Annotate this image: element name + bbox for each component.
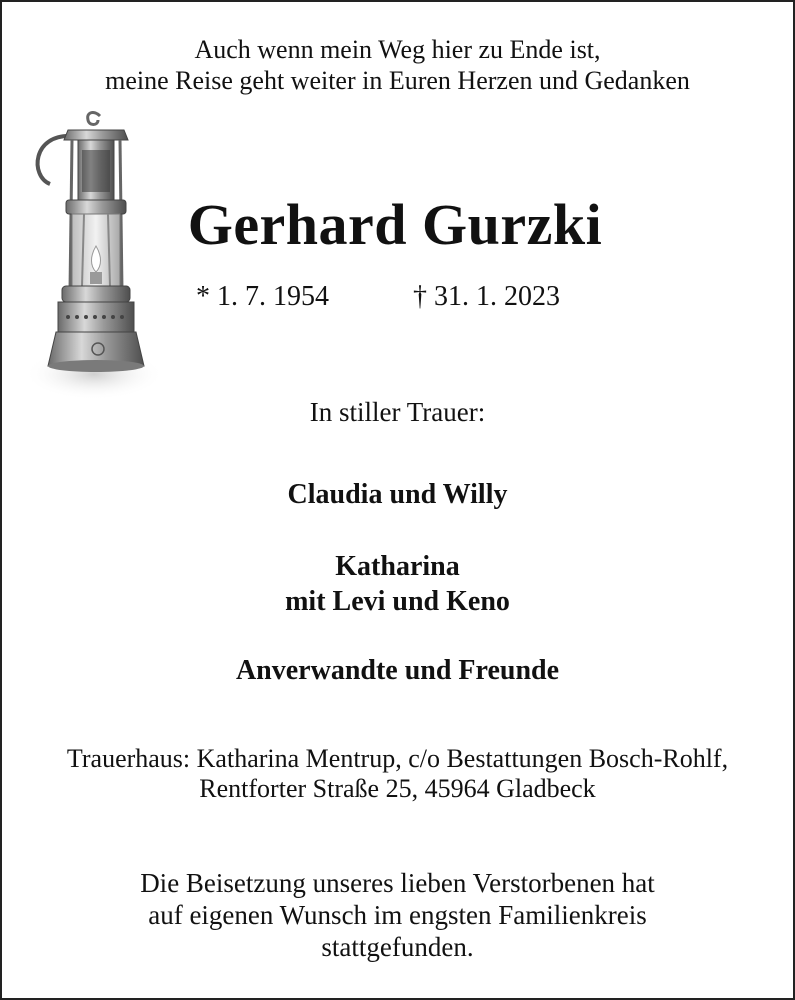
mourning-label: In stiller Trauer: (309, 397, 486, 427)
miner-lantern-icon (24, 106, 164, 406)
mourning-house-address (0, 744, 795, 804)
mourner-group-1: Claudia und Willy (287, 479, 508, 510)
mourner-group-3: Anverwandte und Freunde (235, 655, 560, 686)
burial-note-line-3: stattgefunden. (321, 932, 474, 962)
mourning-house-line-1: Trauerhaus: Katharina Mentrup, c/o Bestattungen Bosch-Rohlf, (66, 744, 729, 773)
deceased-name: Gerhard Gurzki (187, 192, 603, 257)
burial-note (0, 867, 795, 963)
motto (0, 34, 795, 96)
motto-line-1: Auch wenn mein Weg hier zu Ende ist, (194, 35, 601, 64)
death-date: † 31. 1. 2023 (413, 281, 560, 312)
mourning-house-line-2: Rentforter Straße 25, 45964 Gladbeck (199, 774, 596, 803)
mourner-group-2 (0, 549, 795, 619)
burial-note-line-1: Die Beisetzung unseres lieben Verstorbenen hat (140, 868, 655, 898)
motto-line-2: meine Reise geht weiter in Euren Herzen und Gedanken (105, 66, 690, 95)
mourner-group-2-line-1: Katharina (335, 551, 460, 582)
mourner-group-2-line-2: mit Levi und Keno (285, 586, 510, 617)
burial-note-line-2: auf eigenen Wunsch im engsten Familienkreis (148, 900, 647, 930)
birth-date: * 1. 7. 1954 (196, 281, 329, 312)
